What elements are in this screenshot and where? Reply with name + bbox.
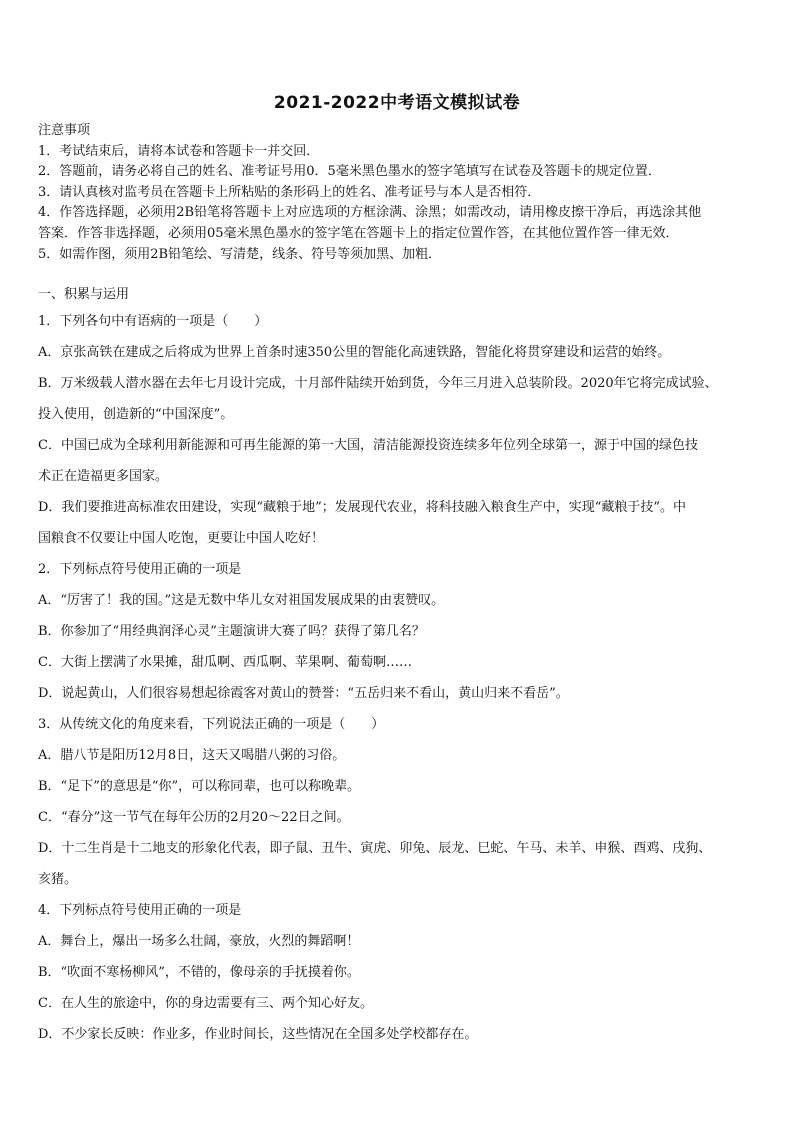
question-2-stem: 2．下列标点符号使用正确的一项是: [38, 562, 242, 577]
option-line: B．你参加了“用经典润泽心灵”主题演讲大赛了吗？获得了第几名？: [38, 624, 425, 639]
section-title: 一、积累与运用: [38, 287, 130, 302]
option-line: 亥猪。: [38, 872, 78, 887]
notice-item: 1．考试结束后，请将本试卷和答题卡一并交回．: [38, 143, 320, 159]
option-line: D．我们要推进高标准农田建设，实现“藏粮于地”；发展现代农业，将科技融入粮食生产中，实现“藏粮于技”。中: [38, 500, 687, 515]
question-4-stem: 4．下列标点符号使用正确的一项是: [38, 903, 242, 918]
option-line: C．大街上摆满了水果摊，甜瓜啊、西瓜啊、苹果啊、葡萄啊……: [38, 655, 412, 670]
option-line: B．万米级载人潜水器在去年七月设计完成，十月部件陆续开始到货，今年三月进入总装阶段。2020年它将完成试验、: [38, 376, 718, 391]
notice-item: 5．如需作图，须用2B铅笔绘、写清楚，线条、符号等须加黑、加粗．: [38, 246, 442, 262]
option-line: 投入使用，创造新的“中国深度”。: [38, 407, 234, 422]
questions-block: [38, 285, 760, 1050]
option-line: D．不少家长反映：作业多，作业时间长，这些情况在全国多处学校都存在。: [38, 1027, 478, 1042]
option-line: D．说起黄山，人们很容易想起徐霞客对黄山的赞誉：“五岳归来不看山，黄山归来不看岳”。: [38, 686, 569, 701]
page-title: 2021-2022中考语文模拟试卷: [273, 93, 521, 113]
question-lines: [38, 306, 760, 1050]
notice-block: [38, 121, 758, 265]
option-line: A．腊八节是阳历12月8日，这天又喝腊八粥的习俗。: [38, 748, 346, 763]
notice-heading: 注意事项: [38, 123, 91, 138]
notice-item: 3．请认真核对监考员在答题卡上所粘贴的条形码上的姓名、准考证号与本人是否相符．: [38, 184, 541, 200]
notice-item: 2．答题前，请务必将自己的姓名、准考证号用0．5毫米黑色墨水的签字笔填写在试卷及答题卡的规定位置．: [38, 164, 661, 180]
option-line: C．“春分”这一节气在每年公历的2月20～22日之间。: [38, 810, 350, 825]
question-1-stem: 1．下列各句中有语病的一项是（ ）: [38, 314, 268, 329]
notice-item: 4．作答选择题，必须用2B铅笔将答题卡上对应选项的方框涂满、涂黑；如需改动，请用橡皮擦干净后，再选涂其他: [38, 205, 702, 221]
option-line: B．“吹面不寒杨柳风”，不错的，像母亲的手抚摸着你。: [38, 965, 360, 980]
option-line: A．舞台上，爆出一场多么壮阔，豪放，火烈的舞蹈啊！: [38, 934, 360, 949]
option-line: C．在人生的旅途中，你的身边需要有三、两个知心好友。: [38, 996, 373, 1011]
notice-item: 答案．作答非选择题，必须用05毫米黑色墨水的签字笔在答题卡上的指定位置作答，在其他位置作答一律无效．: [38, 225, 679, 241]
option-line: A．京张高铁在建成之后将成为世界上首条时速350公里的智能化高速铁路，智能化将贯穿建设和运营的始终。: [38, 345, 671, 360]
option-line: C．中国已成为全球利用新能源和可再生能源的第一大国，清洁能源投资连续多年位列全球第一，源于中国的绿色技: [38, 438, 698, 453]
option-line: D．十二生肖是十二地支的形象化代表，即子鼠、丑牛、寅虎、卯兔、辰龙、巳蛇、午马、未羊、申猴、酉鸡、戌狗、: [38, 841, 712, 856]
option-line: B．“足下”的意思是“你”，可以称同辈，也可以称晚辈。: [38, 779, 361, 794]
option-line: 术正在造福更多国家。: [38, 469, 169, 484]
question-3-stem: 3．从传统文化的角度来看，下列说法正确的一项是（ ）: [38, 717, 385, 732]
option-line: 国粮食不仅要让中国人吃饱，更要让中国人吃好！: [38, 531, 325, 546]
option-line: A．“厉害了！我的国。”这是无数中华儿女对祖国发展成果的由衷赞叹。: [38, 593, 445, 608]
